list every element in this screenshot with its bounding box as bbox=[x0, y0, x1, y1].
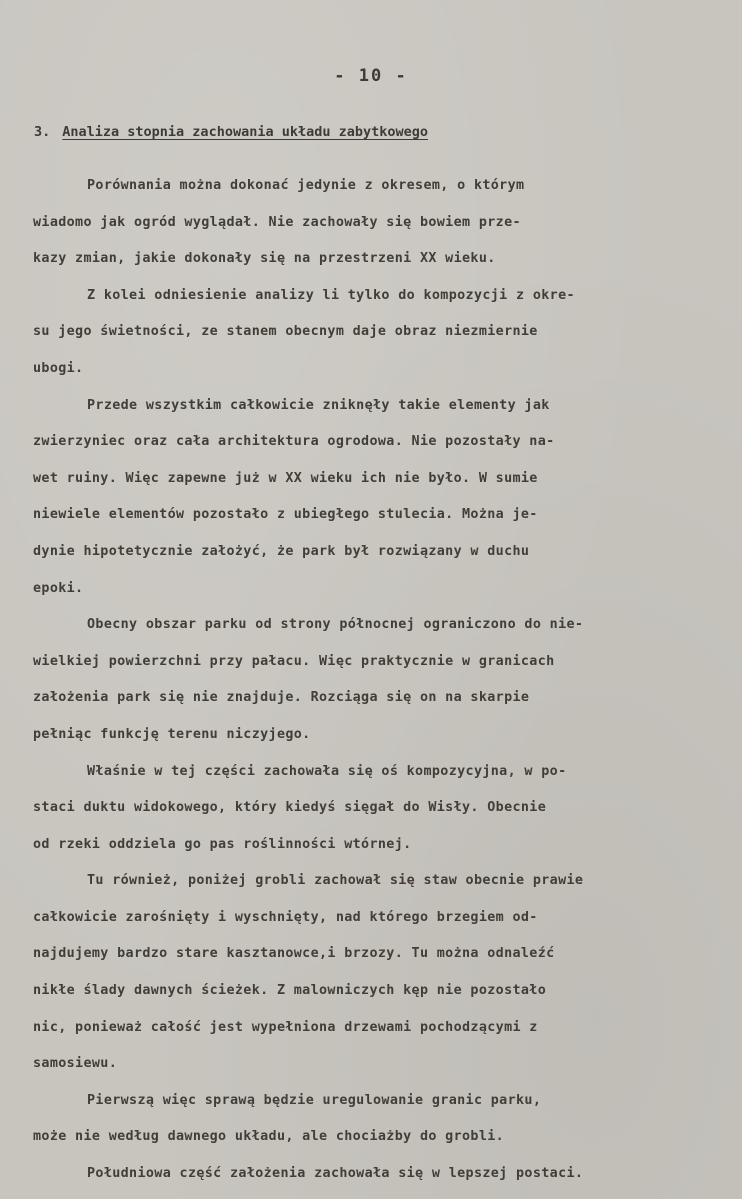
text-line: założenia park się nie znajduje. Rozciąga się on na skarpie bbox=[33, 690, 530, 706]
text-line: Właśnie w tej części zachowała się oś kompozycyjna, w po- bbox=[87, 763, 567, 779]
text-line: zwierzyniec oraz cała architektura ogrodowa. Nie pozostały na- bbox=[33, 434, 555, 450]
section-heading bbox=[34, 124, 428, 140]
text-line: od rzeki oddziela go pas roślinności wtórnej. bbox=[33, 836, 412, 852]
text-line: staci duktu widokowego, który kiedyś sięgał do Wisły. Obecnie bbox=[33, 800, 547, 816]
text-line: Obecny obszar parku od strony północnej ograniczono do nie- bbox=[87, 617, 584, 633]
text-line: niewiele elementów pozostało z ubiegłego stulecia. Można je- bbox=[33, 507, 538, 523]
section-title: Analiza stopnia zachowania układu zabytkowego bbox=[62, 124, 429, 140]
text-line: Porównania można dokonać jedynie z okresem, o którym bbox=[87, 178, 525, 193]
text-line: Pierwszą więc sprawą będzie uregulowanie granic parku, bbox=[87, 1092, 542, 1108]
text-line: samosiewu. bbox=[33, 1056, 118, 1072]
text-line: dynie hipotetycznie założyć, że park był rozwiązany w duchu bbox=[33, 543, 530, 559]
text-line: pełniąc funkcję terenu niczyjego. bbox=[33, 726, 311, 742]
text-line: Południowa część założenia zachowała się w lepszej postaci. bbox=[87, 1166, 584, 1182]
text-line: wiadomo jak ogród wyglądał. Nie zachowały się bowiem prze- bbox=[33, 214, 521, 230]
text-line: ubogi. bbox=[33, 360, 84, 376]
text-line: su jego świetności, ze stanem obecnym daje obraz niezmiernie bbox=[33, 324, 538, 340]
text-line: może nie według dawnego układu, ale chociażby do grobli. bbox=[33, 1129, 505, 1145]
text-line: Tu również, poniżej grobli zachował się staw obecnie prawie bbox=[87, 873, 584, 889]
text-line: całkowicie zarośnięty i wyschnięty, nad którego brzegiem od- bbox=[33, 909, 538, 925]
text-line: nikłe ślady dawnych ścieżek. Z malowniczych kęp nie pozostało bbox=[33, 983, 547, 999]
body-text bbox=[33, 172, 733, 1197]
text-line: wielkiej powierzchni przy pałacu. Więc praktycznie w granicach bbox=[33, 653, 555, 669]
text-line: najdujemy bardzo stare kasztanowce,i brzozy. Tu można odnaleźć bbox=[33, 946, 555, 962]
text-line: Przede wszystkim całkowicie zniknęły takie elementy jak bbox=[87, 397, 550, 413]
text-line: epoki. bbox=[33, 580, 84, 596]
text-line: kazy zmian, jakie dokonały się na przestrzeni XX wieku. bbox=[33, 251, 496, 267]
text-line: wet ruiny. Więc zapewne już w XX wieku ich nie było. W sumie bbox=[33, 470, 538, 486]
page-number: - 10 - bbox=[334, 66, 408, 86]
section-number: 3. bbox=[34, 124, 51, 140]
text-line: nic, ponieważ całość jest wypełniona drzewami pochodzącymi z bbox=[33, 1019, 538, 1035]
text-line: Z kolei odniesienie analizy li tylko do kompozycji z okre- bbox=[87, 287, 575, 303]
